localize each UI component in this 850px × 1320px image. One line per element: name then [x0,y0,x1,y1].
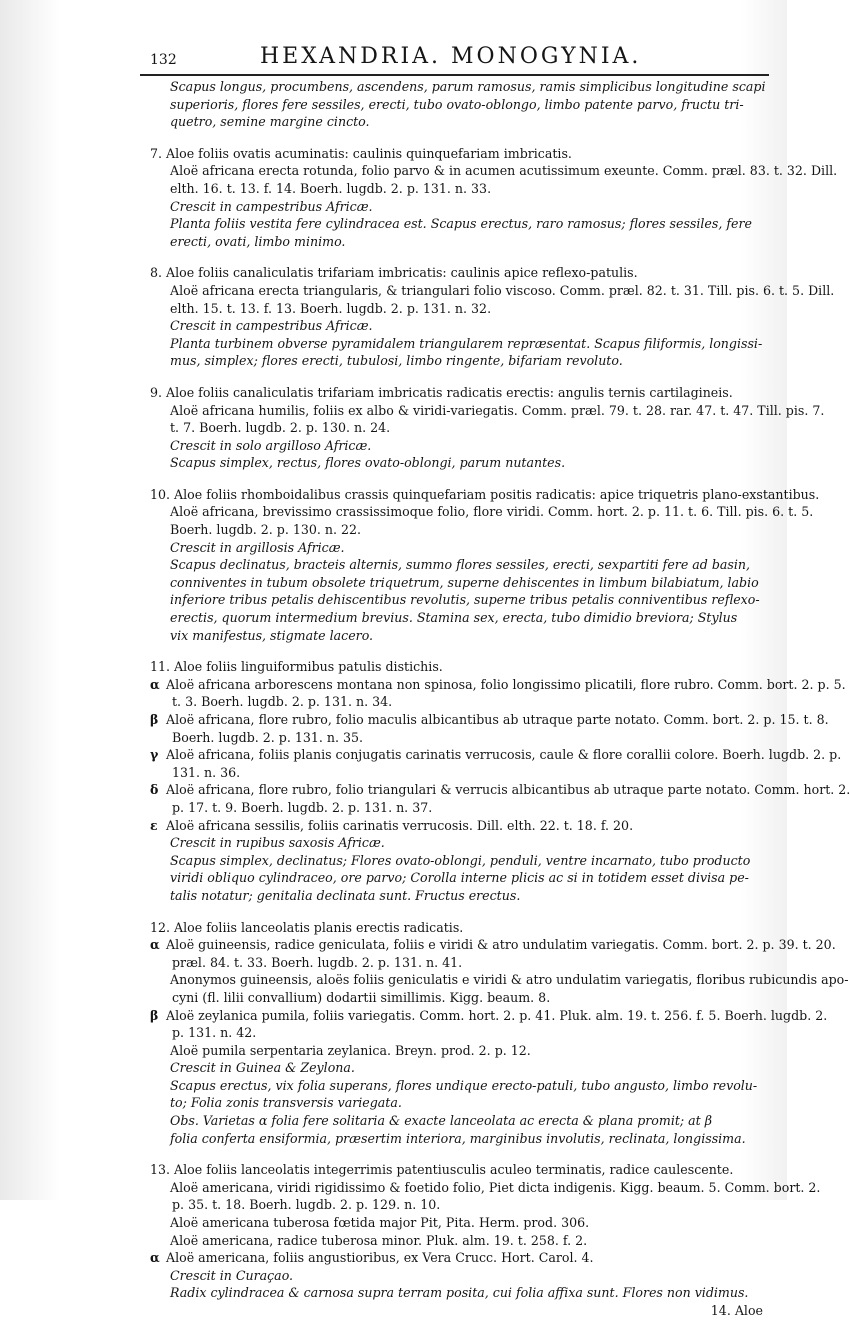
text-line [150,454,775,472]
text-line [150,180,775,198]
text-line [150,162,838,180]
line-text: inferiore tribus petalis dehiscentibus revolutis, superne tribus petalis conniventibus reflexo- [170,592,760,608]
paragraph-gap [150,250,775,264]
text-line [150,1196,775,1214]
line-text: 12. Aloe foliis lanceolatis planis erectis radicatis. [150,919,464,935]
text-line [150,1077,775,1095]
line-text: Aloë americana, foliis angustioribus, ex Vera Crucc. Hort. Carol. 4. [166,1250,594,1266]
line-text: Crescit in Guinea & Zeylona. [170,1060,355,1076]
line-text: 10. Aloe foliis rhomboidalibus crassis quinquefariam positis radicatis: apice triquetris plano-exstantibus. [150,486,820,502]
text-line [150,419,775,437]
text-line [150,1112,775,1130]
variety-marker: α [150,937,160,953]
text-line [150,609,775,627]
text-line [150,936,836,954]
line-text: Obs. Varietas α folia fere solitaria & exacte lanceolata ac erecta & plana promit; at β [170,1113,713,1129]
text-line [150,264,775,282]
line-text: Aloë americana, viridi rigidissimo & foetido folio, Piet dicta indigenis. Kigg. beaum. 5. Comm. bort. 2. [170,1179,821,1195]
line-text: Aloë africana, foliis planis conjugatis carinatis verrucosis, caule & flore corallii colore. Boerh. lugdb. 2. p. [166,747,842,763]
variety-marker: α [150,676,160,692]
variety-marker: δ [150,782,159,798]
text-line [150,693,775,711]
line-text: Crescit in solo argilloso Africæ. [170,437,372,453]
text-line [150,1130,775,1148]
variety-marker: γ [150,747,159,763]
text-line [150,574,775,592]
line-text: Crescit in campestribus Africæ. [170,198,373,214]
line-text: superioris, flores fere sessiles, erecti, tubo ovato-oblongo, limbo patente parvo, fructu tri- [170,96,744,112]
line-text: p. 131. n. 42. [172,1025,257,1041]
line-text: Aloë pumila serpentaria zeylanica. Breyn. prod. 2. p. 12. [170,1042,531,1058]
text-line [150,1024,775,1042]
running-head: HEXANDRIA. MONOGYNIA. [260,44,642,69]
text-line [150,658,775,676]
line-text: 8. Aloe foliis canaliculatis trifariam imbricatis: caulinis apice reflexo-patulis. [150,265,638,281]
line-text: 9. Aloe foliis canaliculatis trifariam imbricatis radicatis erectis: angulis ternis cartilagineis. [150,384,733,400]
text-line [150,919,775,937]
paragraph-gap [150,1147,775,1161]
line-text: Aloë guineensis, radice geniculata, foliis e viridi & atro undulatim variegatis. Comm. bort. 2. p. 39. t. 20. [166,937,836,953]
text-line [150,1267,775,1285]
text-line [150,1059,775,1077]
variety-marker: β [150,1007,159,1023]
text-line [150,971,849,989]
line-text: Radix cylindracea & carnosa supra terram posita, cui folia affixa sunt. Flores non vidimus. [170,1285,749,1301]
line-text: p. 35. t. 18. Boerh. lugdb. 2. p. 129. n. 10. [172,1197,441,1213]
line-text: Crescit in rupibus saxosis Africæ. [170,835,385,851]
text-line [150,1042,775,1060]
line-text: folia conferta ensiformia, præsertim interiora, marginibus involutis, reclinata, longissima. [170,1130,746,1146]
line-text: Scapus simplex, declinatus; Flores ovato-oblongi, penduli, ventre incarnato, tubo producto [170,852,751,868]
line-text: 131. n. 36. [172,764,241,780]
paragraph-gap [150,905,775,919]
line-text: erectis, quorum intermedium brevius. Stamina sex, erecta, tubo dimidio breviora; Stylus [170,610,738,626]
text-line [150,96,775,114]
line-text: Scapus declinatus, bracteis alternis, summo flores sessiles, erecti, sexpartiti fere ad basin, [170,557,751,573]
text-line [150,1094,775,1112]
text-line [150,113,775,131]
text-line [150,834,775,852]
line-text: Aloë africana, brevissimo crassissimoque folio, flore viridi. Comm. hort. 2. p. 11. t. 6. Till. pis. 6. t. 5. [170,504,814,520]
line-text: Boerh. lugdb. 2. p. 130. n. 22. [170,522,362,538]
line-text: talis notatur; genitalia declinata sunt. Fructus erectus. [170,887,521,903]
line-text: Aloë africana erecta triangularis, & triangulari folio viscoso. Comm. præl. 82. t. 31. Till. pis. 6. t. 5. Dill. [170,282,835,298]
text-line [150,282,835,300]
text-line [150,729,775,747]
text-line [150,486,820,504]
paragraph-gap [150,131,775,145]
variety-marker: ε [150,817,158,833]
line-text: 7. Aloe foliis ovatis acuminatis: caulinis quinquefariam imbricatis. [150,145,572,161]
page-header [140,40,769,76]
text-line [150,1284,775,1302]
line-text: p. 17. t. 9. Boerh. lugdb. 2. p. 131. n. 37. [172,799,433,815]
text-line [150,1232,775,1250]
line-text: Crescit in argillosis Africæ. [170,539,345,555]
variety-marker: β [150,712,159,727]
line-text: Aloë africana arborescens montana non spinosa, folio longissimo plicatili, flore rubro. Comm. bort. 2. p. 5. [166,676,846,692]
line-text: Aloë zeylanica pumila, foliis variegatis. Comm. hort. 2. p. 41. Pluk. alm. 19. t. 256. f. 5. Boerh. lugdb. 2. [166,1007,828,1023]
text-line [150,521,775,539]
text-line [150,817,775,835]
text-line [150,300,775,318]
text-line [150,954,775,972]
line-text: conniventes in tubum obsolete triquetrum, superne dehiscentes in limbum bilabiatum, labio [170,574,759,590]
text-line [150,781,850,799]
line-text: quetro, semine margine cincto. [170,114,370,130]
text-line [150,1249,775,1267]
text-line [150,198,775,216]
text-line [150,711,829,729]
line-text: Aloë africana erecta rotunda, folio parvo & in acumen acutissimum exeunte. Comm. præl. 83. t. 32. Dill. [170,163,838,179]
text-line [150,145,775,163]
line-text: 13. Aloe foliis lanceolatis integerrimis patentiusculis aculeo terminatis, radice caulescente. [150,1162,734,1178]
line-text: Scapus simplex, rectus, flores ovato-oblongi, parum nutantes. [170,455,566,471]
line-text: Planta turbinem obverse pyramidalem triangularem repræsentat. Scapus filiformis, longissi- [170,335,763,351]
text-line [150,317,775,335]
line-text: Scapus longus, procumbens, ascendens, parum ramosus, ramis simplicibus longitudine scapi [170,79,766,94]
text-line [150,764,775,782]
line-text: Scapus erectus, vix folia superans, flores undique erecto-patuli, tubo angusto, limbo revolu- [170,1077,758,1093]
line-text: Aloë africana, flore rubro, folio triangulari & verrucis albicantibus ab utraque parte notato. Comm. hort. 2. [166,782,850,798]
text-line [150,1179,821,1197]
text-line [150,384,775,402]
text-line [150,746,842,764]
variety-marker: α [150,1250,160,1266]
text-line [150,627,775,645]
paragraph-gap [150,370,775,384]
line-text: to; Folia zonis transversis variegata. [170,1095,402,1111]
text-line [150,335,775,353]
line-text: mus, simplex; flores erecti, tubulosi, limbo ringente, bifariam revoluto. [170,353,623,369]
text-line [150,556,775,574]
line-text: Aloë americana tuberosa fœtida major Pit, Pita. Herm. prod. 306. [170,1215,590,1231]
text-line [150,539,775,557]
text-line [150,591,775,609]
text-line [150,852,775,870]
text-line [150,437,775,455]
text-line [150,799,775,817]
line-text: t. 7. Boerh. lugdb. 2. p. 130. n. 24. [170,420,391,436]
text-line [150,503,814,521]
line-text: Aloë africana, flore rubro, folio maculis albicantibus ab utraque parte notato. Comm. bort. 2. p. 15. t. 8. [166,712,829,727]
line-text: Boerh. lugdb. 2. p. 131. n. 35. [172,729,364,745]
paragraph-gap [150,644,775,658]
text-line [150,78,775,96]
page-number: 132 [150,52,177,68]
page-body [150,78,850,1318]
line-text: Planta foliis vestita fere cylindracea est. Scapus erectus, raro ramosus; flores sessiles, fere [170,216,752,232]
line-text: 11. Aloe foliis linguiformibus patulis distichis. [150,659,443,675]
text-line [150,352,775,370]
line-text: Anonymos guineensis, aloës foliis geniculatis e viridi & atro undulatim variegatis, floribus rubicundis apo- [170,972,849,988]
text-line [150,676,846,694]
line-text: viridi obliquo cylindraceo, ore parvo; Corolla interne plicis ac si in totidem esset divisa pe- [170,870,749,886]
text-line [150,869,775,887]
line-text: Aloë africana humilis, foliis ex albo & viridi-variegatis. Comm. præl. 79. t. 28. rar. 47. t. 47. Till. pis. 7. [170,402,825,418]
line-text: Crescit in Curaçao. [170,1267,294,1283]
text-line [150,402,825,420]
text-line [150,1007,828,1025]
line-text: erecti, ovati, limbo minimo. [170,233,346,249]
text-line [150,233,775,251]
text-line [150,215,775,233]
line-text: t. 3. Boerh. lugdb. 2. p. 131. n. 34. [172,694,393,710]
line-text: vix manifestus, stigmate lacero. [170,627,374,643]
line-text: præl. 84. t. 33. Boerh. lugdb. 2. p. 131. n. 41. [172,954,463,970]
catchword: 14. Aloe [710,1303,763,1318]
text-line [150,1214,775,1232]
text-line [150,989,775,1007]
text-line [150,887,775,905]
line-text: cyni (fl. lilii convallium) dodartii simillimis. Kigg. beaum. 8. [172,989,551,1005]
line-text: elth. 15. t. 13. f. 13. Boerh. lugdb. 2. p. 131. n. 32. [170,300,492,316]
line-text: Aloë americana, radice tuberosa minor. Pluk. alm. 19. t. 258. f. 2. [170,1232,588,1248]
text-line [150,1161,775,1179]
line-text: Aloë africana sessilis, foliis carinatis verrucosis. Dill. elth. 22. t. 18. f. 20. [166,817,634,833]
line-text: Crescit in campestribus Africæ. [170,318,373,334]
line-text: elth. 16. t. 13. f. 14. Boerh. lugdb. 2. p. 131. n. 33. [170,180,492,196]
paragraph-gap [150,472,775,486]
